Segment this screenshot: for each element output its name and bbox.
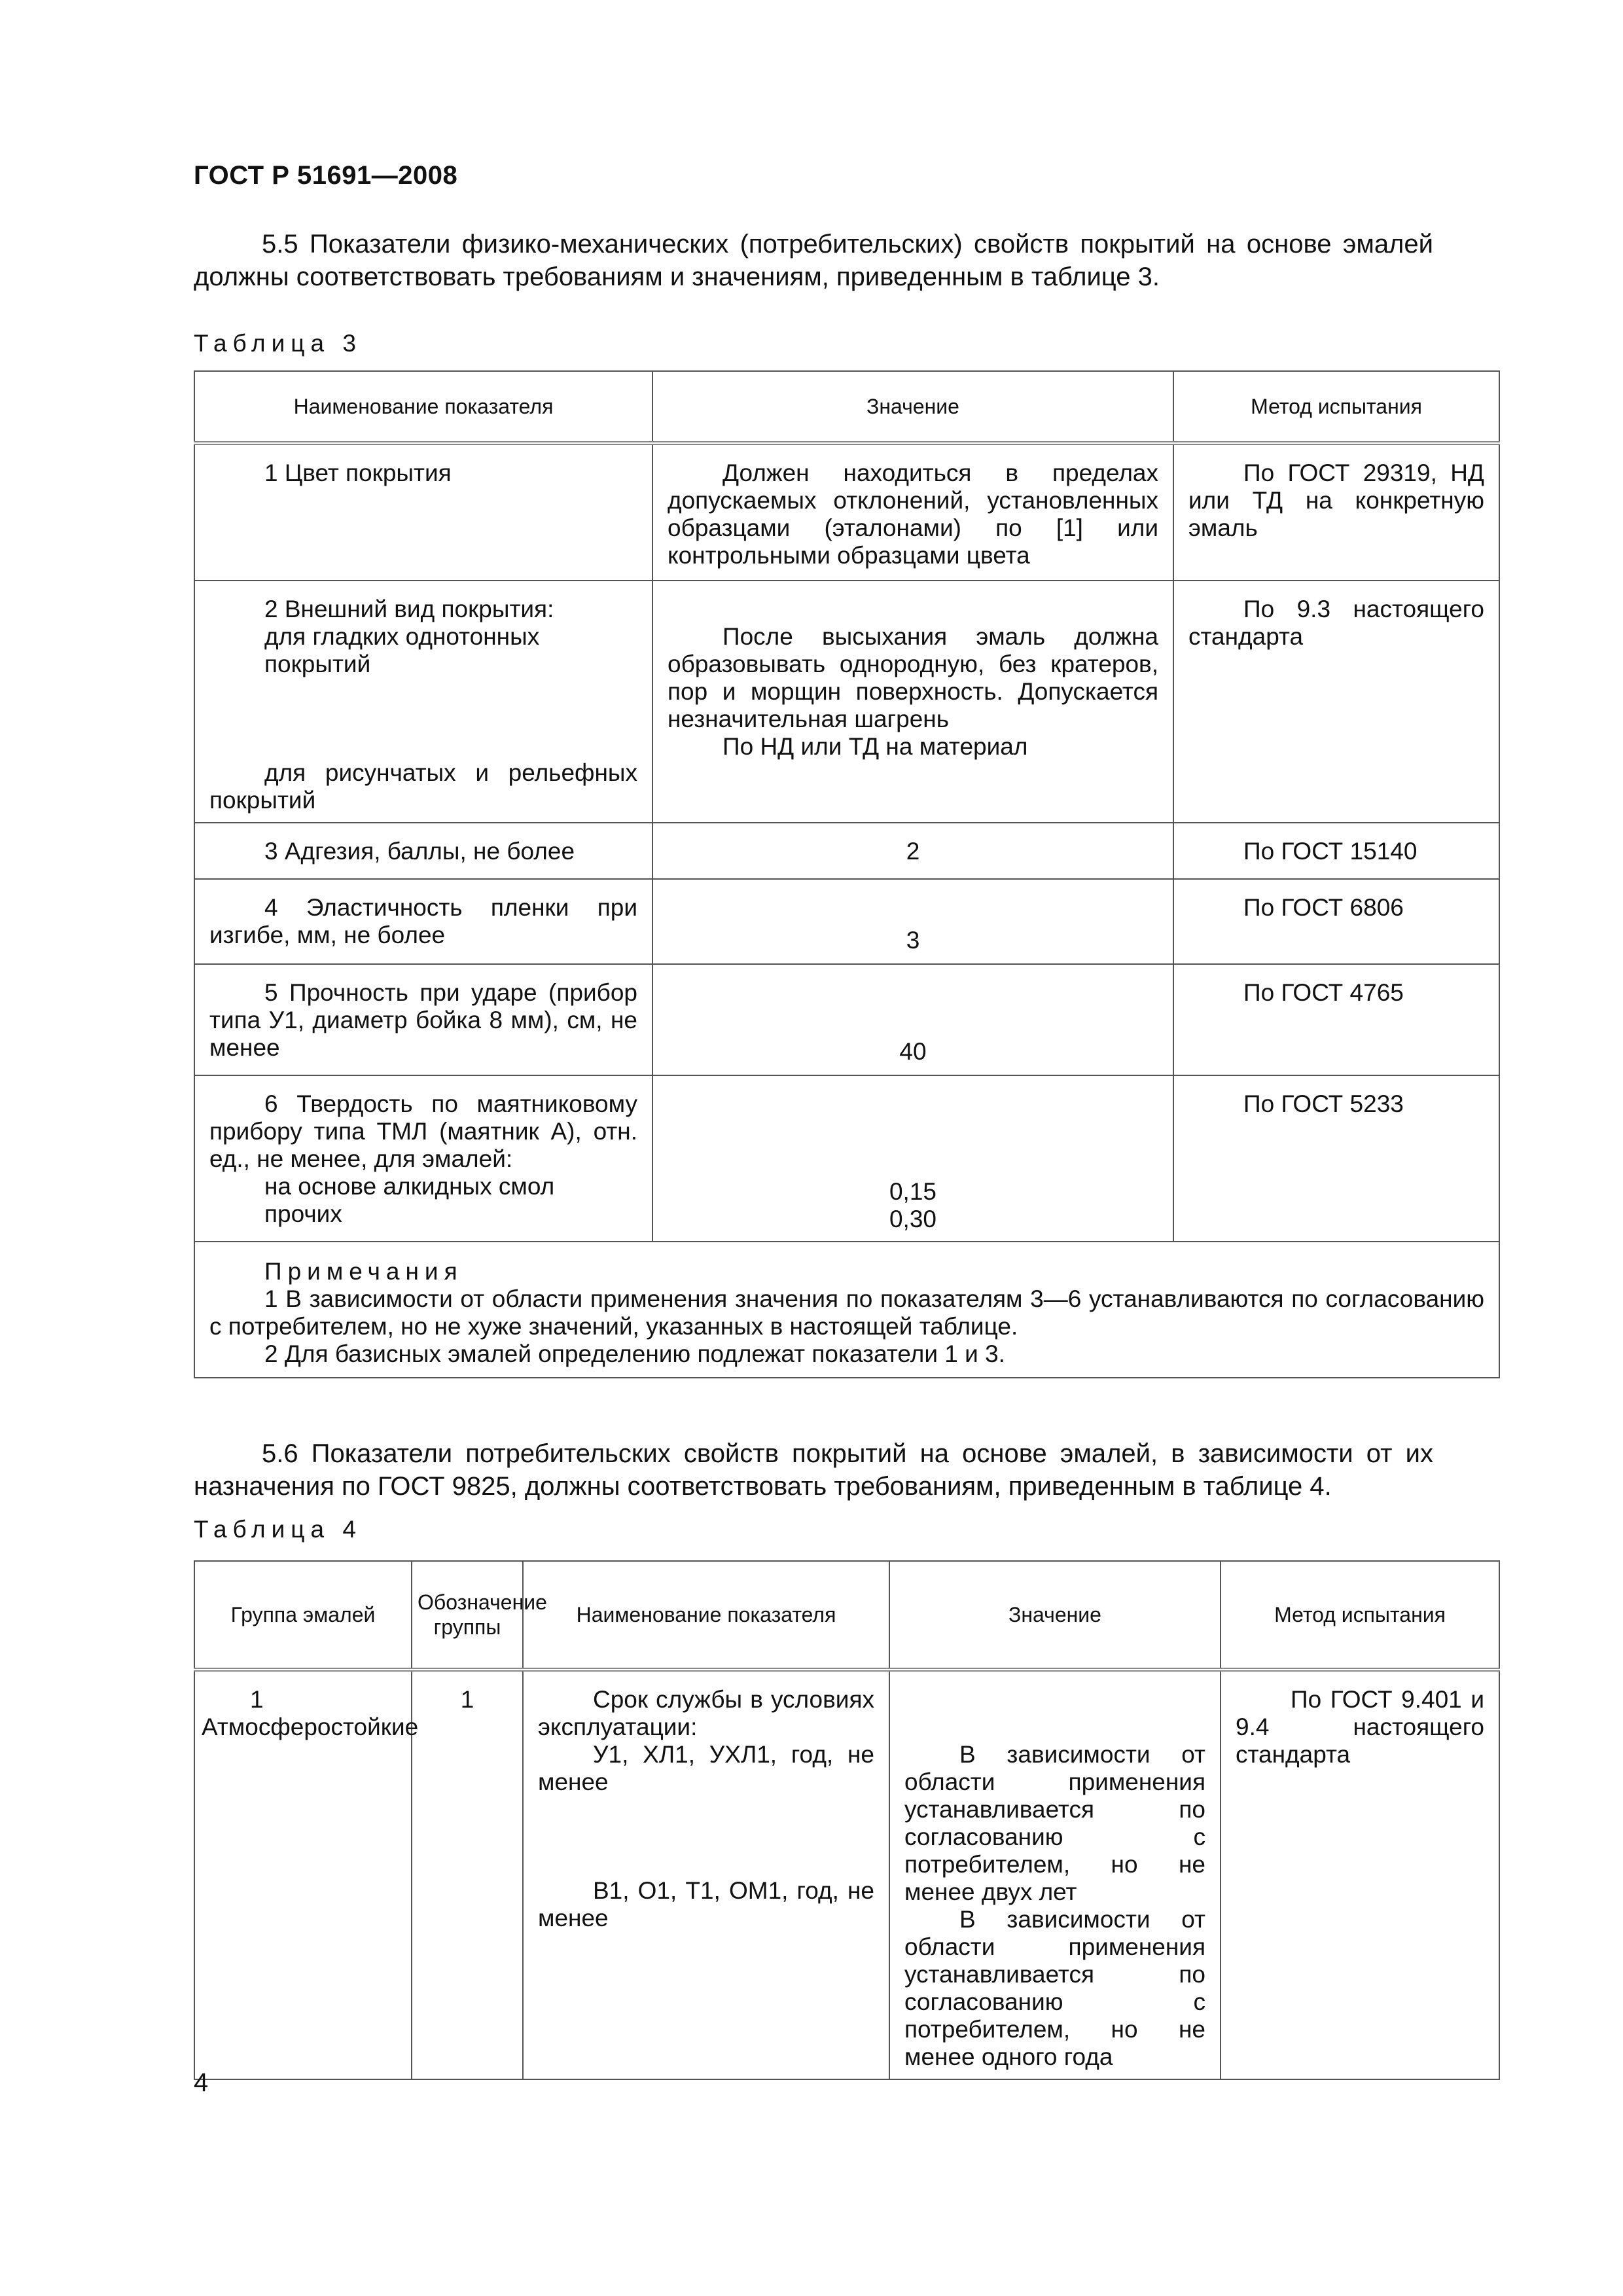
table3-row4-name: 4 Эластичность пленки при изгибе, мм, не более	[194, 879, 652, 964]
table3-row6-value-cell	[652, 1075, 1173, 1242]
table4-row1-group: 1 Атмосферостойкие	[194, 1670, 412, 2079]
note-item: 1 В зависимости от области применения значения по показателям 3—6 устанавливаются по согласованию с потребителем, но не хуже значений, указанных в настоящей таблице.	[209, 1285, 1484, 1340]
table-3	[194, 370, 1500, 1378]
table3-row1-name: 1 Цвет покрытия	[194, 443, 652, 581]
table-row	[194, 443, 1499, 581]
table-row	[194, 581, 1499, 823]
table3-header-name: Наименование показателя	[194, 371, 652, 443]
table4-caption: Таблица 4	[194, 1516, 362, 1543]
table3-caption: Таблица 3	[194, 330, 362, 357]
table4-row1-value1: В зависимости от области применения устанавливается по согласованию с потребителем, но не менее двух лет	[904, 1741, 1205, 1905]
table3-row5-method: По ГОСТ 4765	[1173, 964, 1499, 1075]
table4-row1-name-cell	[523, 1670, 889, 2079]
table3-header-method: Метод испытания	[1173, 371, 1499, 443]
table3-row6-value1: 0,15	[889, 1178, 936, 1205]
table3-row6-sub1: на основе алкидных смол	[264, 1173, 555, 1200]
table3-header-row	[194, 371, 1499, 443]
table3-row4-method: По ГОСТ 6806	[1173, 879, 1499, 964]
table3-row6-value2: 0,30	[889, 1206, 936, 1232]
paragraph-5-6: 5.6 Показатели потребительских свойств покрытий на основе эмалей, в зависимости от их назначения по ГОСТ 9825, должны соответствовать требованиям, приведенным в таблице 4.	[194, 1439, 1433, 1501]
table3-row4-value: 3	[652, 879, 1173, 964]
table-4	[194, 1560, 1500, 2080]
table3-row2-value-cell	[652, 581, 1173, 823]
table3-row3-value: 2	[652, 823, 1173, 879]
table3-row2-value1: После высыхания эмаль должна образовывать однородную, без кратеров, пор и морщин поверхность. Допускается незначительная шагрень	[668, 623, 1158, 732]
table3-row2-sub1: для гладких однотонных покрытий	[264, 623, 540, 677]
table3-row1-method: По ГОСТ 29319, НД или ТД на конкретную эмаль	[1173, 443, 1499, 581]
table3-row3-method: По ГОСТ 15140	[1173, 823, 1499, 879]
table3-row6-method: По ГОСТ 5233	[1173, 1075, 1499, 1242]
table4-header-name: Наименование показателя	[523, 1561, 889, 1670]
table-row	[194, 879, 1499, 964]
table3-notes	[194, 1242, 1499, 1378]
table3-row2-value2: По НД или ТД на материал	[722, 733, 1028, 760]
page-number: 4	[194, 2068, 209, 2097]
table-row	[194, 1670, 1499, 2079]
table3-row2-sub2: для рисунчатых и рельефных покрытий	[209, 759, 637, 814]
table4-row1-sub1: У1, ХЛ1, УХЛ1, год, не менее	[538, 1741, 874, 1795]
table3-row2-method: По 9.3 настоящего стандарта	[1173, 581, 1499, 823]
table3-row2-name-cell	[194, 581, 652, 823]
table3-row5-value: 40	[652, 964, 1173, 1075]
table4-row1-method: По ГОСТ 9.401 и 9.4 настоящего стандарта	[1221, 1670, 1499, 2079]
table3-notes-row	[194, 1242, 1499, 1378]
note-item: 2 Для базисных эмалей определению подлежат показатели 1 и 3.	[264, 1340, 1005, 1367]
table3-row3-name: 3 Адгезия, баллы, не более	[194, 823, 652, 879]
table3-row6-sub2: прочих	[264, 1200, 342, 1227]
table4-row1-value-cell	[889, 1670, 1221, 2079]
table-row	[194, 823, 1499, 879]
table4-row1-code: 1	[412, 1670, 523, 2079]
table3-row6-name: 6 Твердость по маятниковому прибору типа ТМЛ (маятник А), отн. ед., не менее, для эмалей:	[209, 1090, 637, 1172]
table3-header-value: Значение	[652, 371, 1173, 443]
table3-row5-name: 5 Прочность при ударе (прибор типа У1, диаметр бойка 8 мм), см, не менее	[194, 964, 652, 1075]
table4-row1-sub2: В1, О1, Т1, ОМ1, год, не менее	[538, 1877, 874, 1931]
table4-header-value: Значение	[889, 1561, 1221, 1670]
table3-row6-name-cell	[194, 1075, 652, 1242]
table3-row1-value: Должен находиться в пределах допускаемых отклонений, установленных образцами (эталонами) по [1] или контрольными образцами цвета	[652, 443, 1173, 581]
table4-row1-name: Срок службы в условиях эксплуатации:	[538, 1686, 874, 1740]
table4-header-group: Группа эмалей	[194, 1561, 412, 1670]
table3-row2-name: 2 Внешний вид покрытия:	[264, 596, 554, 622]
table4-header-method: Метод испытания	[1221, 1561, 1499, 1670]
table4-header-row	[194, 1561, 1499, 1670]
table-row	[194, 964, 1499, 1075]
standard-id: ГОСТ Р 51691—2008	[194, 161, 458, 190]
table-row	[194, 1075, 1499, 1242]
paragraph-5-5: 5.5 Показатели физико-механических (потребительских) свойств покрытий на основе эмалей должны соответствовать требованиям и значениям, приведенным в таблице 3.	[194, 230, 1433, 291]
table4-row1-value2: В зависимости от области применения устанавливается по согласованию с потребителем, но не менее одного года	[904, 1906, 1205, 2070]
table4-header-code: Обозначение группы	[412, 1561, 523, 1670]
notes-heading: Примечания	[264, 1258, 463, 1285]
